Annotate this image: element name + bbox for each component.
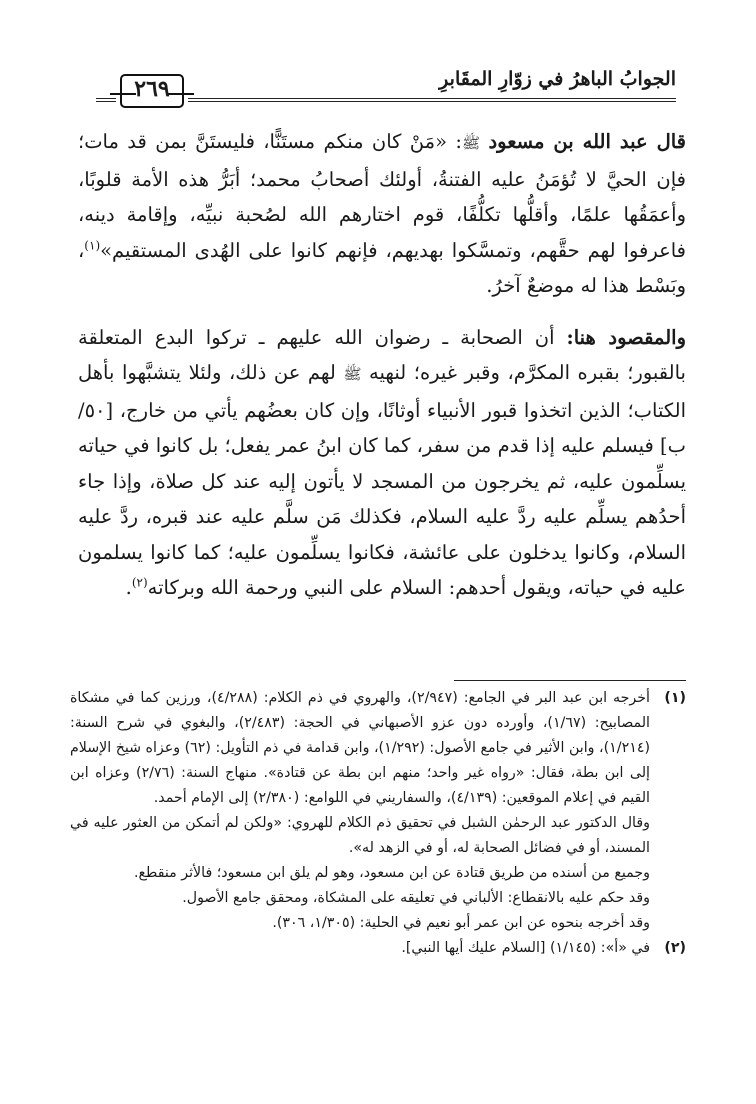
footnote-ref-1: (١) [84,238,101,252]
paragraph-2-lead: والمقصود هنا: [566,325,686,349]
footnote-line: وجميع من أسنده من طريق قتادة عن ابن مسعود، وهو لم يلق ابن مسعود؛ فالأثر منقطع. [134,865,650,881]
running-header [96,68,676,108]
footnote-body [70,936,650,961]
paragraph-2-body-2: لهم عن ذلك، ولئلا يتشبَّهوا بأهل الكتاب؛ الذين اتخذوا قبور الأنبياء أوثانًا، وإن كان بعضُهم يأتي من خارج، [٥٠/ب] فيسلم عليه إذا قدم من سفر، كما كان ابنُ عمر يفعل؛ بل كانوا في حياته يسلِّمون عليه، ثم يخرجون من المسجد لا يأتون إليه عند كل صلاة، وإذا جاء أحدُهم يسلِّم عليه ردَّ عليه السلام، فكذلك مَن سلَّم عليه عند قبره، ردَّ عليه السلام، وكانوا يدخلون على عائشة، فكانوا يسلِّمون عليه؛ كما كانوا يسلمون عليه في حياته، ويقول أحدهم: السلام على النبي ورحمة الله وبركاته [78,361,686,599]
footnote-1 [70,686,686,936]
footnote-line: في «أ»: (١/١٤٥) [السلام عليك أيها النبي]. [401,940,650,956]
footnote-line: أخرجه ابن عبد البر في الجامع: (٢/٩٤٧)، والهروي في ذم الكلام: (٤/٢٨٨)، ورزين كما في مشكاة المصابيح: (١/٦٧)، وأورده دون عزو الأصبهاني في الحجة: (٢/٤٨٣)، والبغوي في شرح السنة: (١/٢١٤)، وابن الأثير في جامع الأصول: (١/٢٩٢)، وابن قدامة في ذم التأويل: (٦٢) وعزاه شيخ الإسلام إلى ابن بطة، فقال: «رواه غير واحد؛ منهم ابن بطة عن قتادة». منهاج السنة: (٢/٧٦) وعزاه ابن القيم في إعلام الموقعين: (٤/١٣٩)، والسفاريني في اللوامع: (٢/٣٨٠) إلى الإمام أحمد. [70,690,650,806]
paragraph-1-tail: ، وبَسْط هذا له موضعٌ آخرُ. [78,238,686,297]
paragraph-1-body: : «مَنْ كان منكم مستَنًّا، فليستَنَّ بمن قد مات؛ فإن الحيَّ لا تُؤمَنُ عليه الفتنةُ، أولئك أصحابُ محمد؛ أبَرُّ هذه الأمة قلوبًا، وأعمَقُها علمًا، وأقلُّها تكلُّفًا، قوم اختارهم الله لصُحبة نبيِّه، وإقامة دينه، فاعرفوا لهم حقَّهم، وتمسَّكوا بهديهم، فإنهم كانوا على الهُدى المستقيم» [78,130,686,262]
footnote-ref-2: (٢) [131,575,148,590]
footnote-number: (١) [664,690,686,706]
page-number: ٢٦٩ [134,76,170,102]
footnote-2 [70,936,686,961]
page-number-badge [116,74,188,108]
paragraph-2-body-1: أن الصحابة ـ رضوان الله عليهم ـ تركوا البدع المتعلقة بالقبور؛ بقبره المكرَّم، وقبر غيره؛ لنهيه [78,325,686,384]
paragraph-1-lead: قال عبد الله بن مسعود [488,130,687,153]
paragraph-2 [78,320,686,606]
main-text [78,124,686,606]
paragraph-1 [78,124,686,304]
footnote-line: وقد حكم عليه بالانقطاع: الألباني في تعليقه على المشكاة، ومحقق جامع الأصول. [182,890,650,906]
honorific-symbol: ﷺ [461,134,481,152]
book-title: الجوابُ الباهرُ في زوّارِ المقَابرِ [439,68,676,90]
footnote-number: (٢) [664,940,686,956]
footnotes [70,686,686,961]
paragraph-2-tail: . [125,576,132,599]
footnote-body [70,686,650,936]
footnote-line: وقال الدكتور عبد الرحمٰن الشبل في تحقيق ذم الكلام للهروي: «ولكن لم أتمكن من العثور عليه في المسند، أو في فضائل الصحابة له، أو في الزهد له». [70,815,650,856]
honorific-symbol: ﷺ [343,365,362,383]
footnote-separator [454,680,686,681]
footnote-line: وقد أخرجه بنحوه عن ابن عمر أبو نعيم في الحلية: (١/٣٠٥، ٣٠٦). [272,915,650,931]
